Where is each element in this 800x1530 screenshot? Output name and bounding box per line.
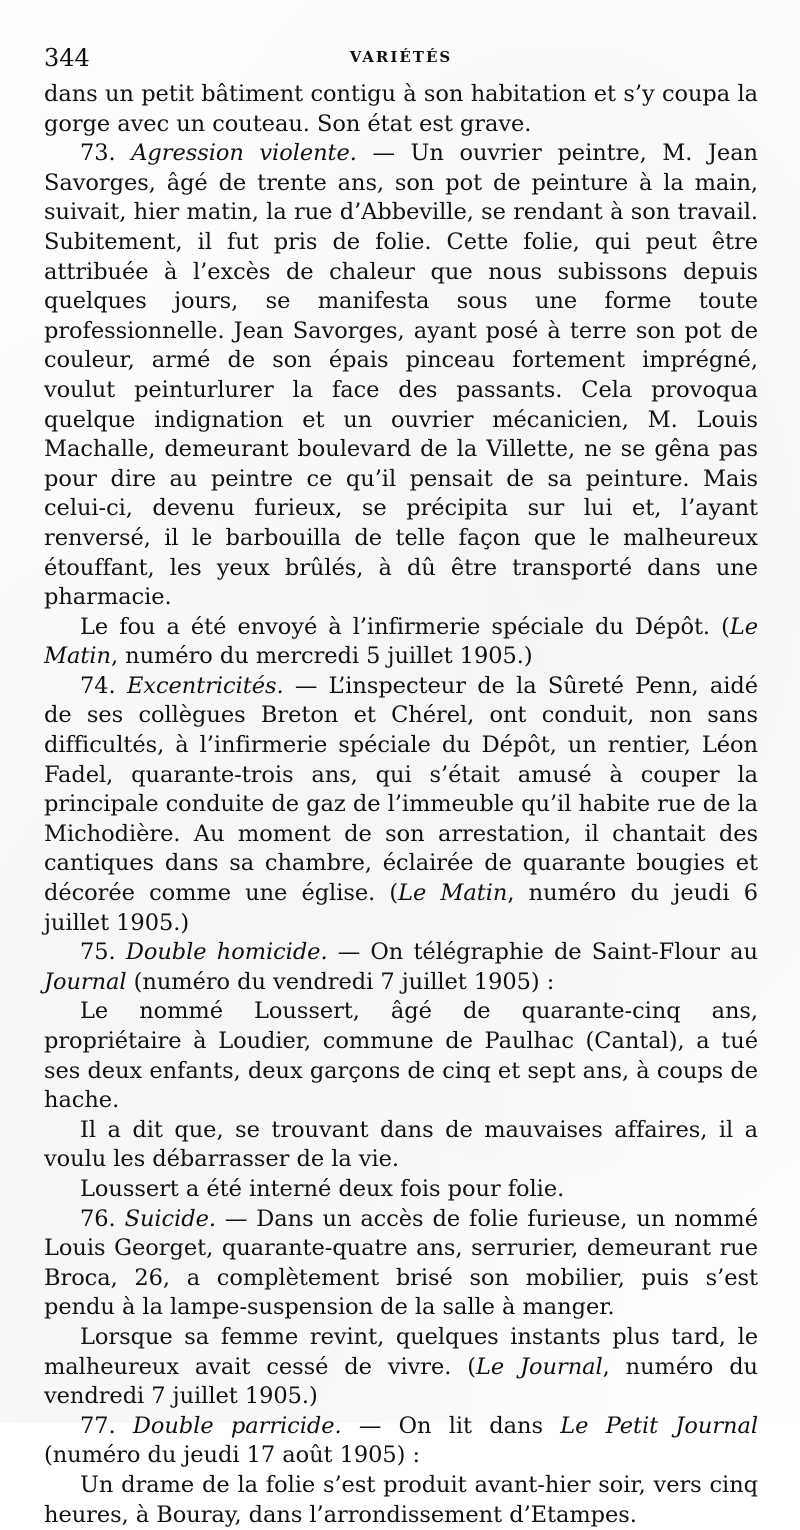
paragraph <box>44 1323 758 1412</box>
case-paragraph <box>44 672 758 938</box>
source-title: Le Petit Journal <box>560 1412 758 1439</box>
source-title: Le Journal <box>476 1353 603 1380</box>
case-title: Suicide. <box>124 1205 216 1232</box>
paragraph-text: Il a dit que, se trouvant dans de mauvaises affaires, il a voulu les débarrasser de la vie. <box>44 1116 758 1173</box>
paragraph-text: — Un ouvrier peintre, M. Jean Savorges, âgé de trente ans, son pot de peinture à la main, suivait, hier matin, la rue d’Abbeville, se rendant à son travail. Subitement, il fut pris de folie. Cette folie, qui peut être attribuée à l’excès de chaleur que nous subissons depuis quelques jours, se manifesta sous une forme toute professionnelle. Jean Savorges, ayant posé à terre son pot de couleur, armé de son épais pinceau fortement imprégné, voulut peinturlurer la face des passants. Cela provoqua quelque indignation et un ouvrier mécanicien, M. Louis Machalle, demeurant boulevard de la Villette, ne se gêna pas pour dire au peintre ce qu’il pensait de sa peinture. Mais celui-ci, devenu furieux, se précipita sur lui et, l’ayant renversé, il le barbouilla de telle façon que le malheureux étouffant, les yeux brûlés, à dû être transporté dans une pharmacie. <box>44 140 758 611</box>
case-paragraph <box>44 938 758 997</box>
paragraph <box>44 997 758 1115</box>
paragraph <box>44 613 758 672</box>
paragraph-text: Un drame de la folie s’est produit avant-hier soir, vers cinq heures, à Bouray, dans l’arrondissement d’Etampes. <box>44 1471 758 1528</box>
paragraph-text: — On lit dans <box>341 1412 561 1439</box>
case-title: Double parricide. <box>132 1412 342 1439</box>
paragraph-text: Lorsque sa femme revint, quelques instants plus tard, le malheureux avait cessé de vivre. ( <box>44 1323 758 1380</box>
case-number: 77. <box>80 1412 116 1439</box>
case-number: 75. <box>80 939 116 966</box>
paragraph-text: , numéro du mercredi 5 juillet 1905.) <box>110 643 533 670</box>
paragraph-text: Le nommé Loussert, âgé de quarante-cinq ans, propriétaire à Loudier, commune de Paulhac (Cantal), a tué ses deux enfants, deux garçons de cinq et sept ans, à coups de hache. <box>44 998 758 1114</box>
case-number: 73. <box>80 140 116 167</box>
case-paragraph <box>44 1412 758 1471</box>
paragraph <box>44 1471 758 1530</box>
case-title: Double homicide. <box>125 939 328 966</box>
paragraph-text: , numéro du jeudi 6 juillet 1905.) <box>44 880 758 936</box>
paragraph <box>44 1175 758 1205</box>
case-title: Agression violente. <box>131 140 357 167</box>
case-paragraph <box>44 1205 758 1323</box>
case-number: 74. <box>80 672 116 699</box>
paragraph-text: dans un petit bâtiment contigu à son habitation et s’y coupa la gorge avec un couteau. Son état est grave. <box>44 81 758 137</box>
paragraph-text: Loussert a été interné deux fois pour folie. <box>80 1175 565 1202</box>
running-head <box>44 38 758 74</box>
source-title: Journal <box>44 968 127 995</box>
paragraph <box>44 80 758 139</box>
paragraph-text: — On télégraphie de Saint-Flour au <box>327 939 758 966</box>
page-number: 344 <box>44 44 90 72</box>
paragraph-text: (numéro du vendredi 7 juillet 1905) : <box>126 968 555 995</box>
paragraph-text: , numéro du vendredi 7 juillet 1905.) <box>44 1353 758 1410</box>
paragraph-text: — L’inspecteur de la Sûreté Penn, aidé de ses collègues Breton et Chérel, ont conduit, non sans difficultés, à l’infirmerie spéciale du Dépôt, un rentier, Léon Fadel, quarante-trois ans, qui s’était amusé à couper la principale conduite de gaz de l’immeuble qu’il habite rue de la Michodière. Au moment de son arrestation, il chantait des cantiques dans sa chambre, éclairée de quarante bougies et décorée comme une église. ( <box>44 672 758 907</box>
running-title: VARIÉTÉS <box>349 48 453 66</box>
case-number: 76. <box>80 1205 116 1232</box>
source-title: Le Matin <box>398 880 508 907</box>
source-title: Le Matin <box>44 613 758 670</box>
case-title: Excentricités. <box>126 672 284 699</box>
paragraph <box>44 1116 758 1175</box>
paragraph-text: Le fou a été envoyé à l’infirmerie spéciale du Dépôt. ( <box>80 613 730 640</box>
paragraph-text: — Dans un accès de folie furieuse, un nommé Louis Georget, quarante-quatre ans, serrurier, demeurant rue Broca, 26, a complètement brisé son mobilier, puis s’est pendu à la lampe-suspension de la salle à manger. <box>44 1205 758 1321</box>
case-paragraph <box>44 139 758 613</box>
body-text <box>44 80 758 1530</box>
paragraph-text: (numéro du jeudi 17 août 1905) : <box>44 1442 421 1469</box>
